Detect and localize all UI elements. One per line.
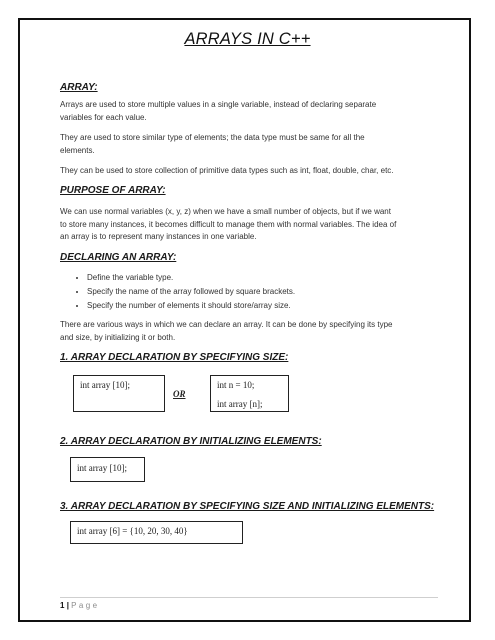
list-item: • Specify the name of the array followed by square brackets. bbox=[87, 285, 295, 299]
array-paragraph-3 bbox=[60, 165, 460, 178]
array-paragraph-2 bbox=[60, 132, 440, 157]
declaring-bullet-list bbox=[60, 271, 295, 313]
page-number: 1 bbox=[60, 601, 65, 610]
text-line: They are used to store similar type of elements; the data type must be same for all the bbox=[60, 133, 365, 142]
heading-declaration-by-size-and-init: 3. ARRAY DECLARATION BY SPECIFYING SIZE AND INITIALIZING ELEMENTS: bbox=[60, 501, 435, 512]
declaring-paragraph bbox=[60, 319, 450, 344]
code-line: int array [6] = {10, 20, 30, 40} bbox=[77, 526, 188, 536]
list-item: • Define the variable type. bbox=[87, 271, 295, 285]
text-line: There are various ways in which we can declare an array. It can be done by specifying its type bbox=[60, 320, 393, 329]
text-line: and size, by initializing it or both. bbox=[60, 332, 176, 342]
heading-declaring: DECLARING AN ARRAY: bbox=[60, 252, 177, 263]
text-line: an array is to represent many instances in one variable. bbox=[60, 232, 257, 241]
code-box-size-and-init bbox=[70, 521, 243, 544]
code-box-init bbox=[70, 457, 145, 482]
code-line: int n = 10; bbox=[217, 380, 255, 390]
page-footer bbox=[60, 601, 99, 610]
heading-array: ARRAY: bbox=[60, 82, 98, 93]
heading-purpose: PURPOSE OF ARRAY: bbox=[60, 185, 166, 196]
code-line: int array [10]; bbox=[80, 380, 130, 390]
text-line: variables for each value. bbox=[60, 112, 147, 122]
purpose-paragraph bbox=[60, 206, 450, 244]
list-item: • Specify the number of elements it should store/array size. bbox=[87, 299, 295, 313]
heading-declaration-by-init: 2. ARRAY DECLARATION BY INITIALIZING ELEMENTS: bbox=[60, 436, 322, 447]
text-line: elements. bbox=[60, 145, 95, 155]
footer-divider bbox=[60, 597, 438, 598]
footer-separator: | bbox=[66, 601, 69, 610]
code-line: int array [10]; bbox=[77, 463, 127, 473]
text-line: to store many instances, it becomes difficult to manage them with normal variables. The idea of bbox=[60, 219, 397, 229]
heading-declaration-by-size: 1. ARRAY DECLARATION BY SPECIFYING SIZE: bbox=[60, 352, 289, 363]
array-paragraph-1 bbox=[60, 99, 440, 124]
text-line: We can use normal variables (x, y, z) when we have a small number of objects, but if we want bbox=[60, 207, 391, 216]
code-box-variable-size bbox=[210, 375, 289, 412]
page-label: Page bbox=[71, 601, 100, 610]
code-line: int array [n]; bbox=[217, 399, 263, 409]
page-title: ARRAYS IN C++ bbox=[184, 30, 311, 48]
code-box-size bbox=[73, 375, 165, 412]
or-label: OR bbox=[173, 389, 186, 399]
text-line: They can be used to store collection of primitive data types such as int, float, double, char, etc. bbox=[60, 166, 394, 175]
text-line: Arrays are used to store multiple values in a single variable, instead of declaring separate bbox=[60, 100, 377, 109]
